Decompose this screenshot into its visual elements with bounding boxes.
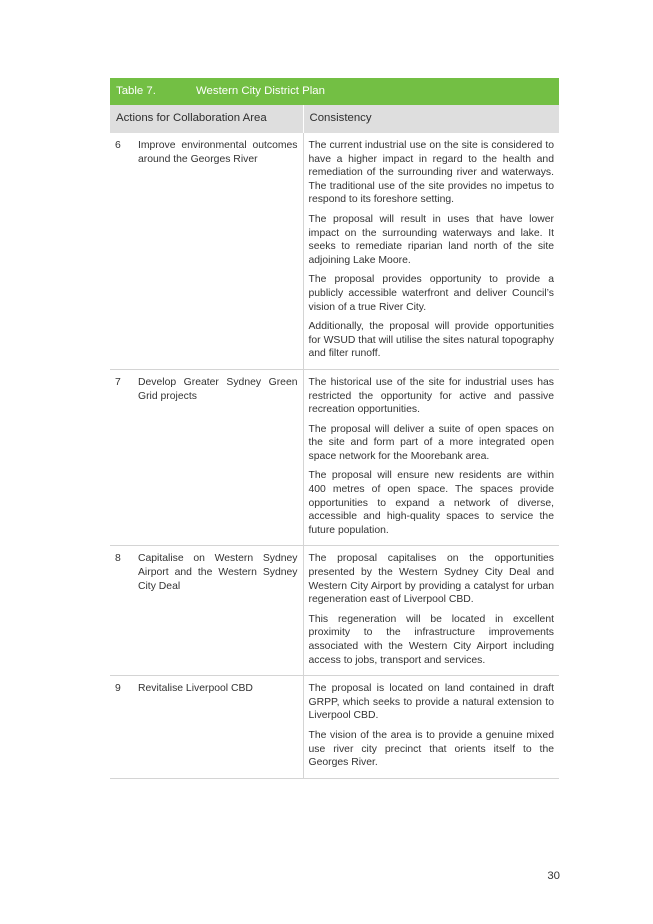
table-header-row: [110, 105, 559, 133]
western-city-district-plan-table: [110, 78, 559, 779]
row-consistency: [303, 133, 559, 369]
consistency-paragraph: The proposal will result in uses that have lower impact on the surrounding waterways and lake. It seeks to remediate riparian land north of the site adjoining Lake Moore.: [308, 213, 554, 266]
table-number: Table 7.: [116, 84, 156, 97]
page-number: 30: [547, 870, 560, 882]
table-title: Western City District Plan: [196, 84, 325, 97]
consistency-paragraph: The current industrial use on the site is considered to have a higher impact in regard to the health and remediation of the surrounding river and waterways. The traditional use of the site provides no impetus to respond to its foreshore setting.: [308, 140, 554, 206]
row-action: Capitalise on Western Sydney Airport and the Western Sydney City Deal: [133, 546, 303, 676]
consistency-paragraph: The historical use of the site for industrial uses has restricted the opportunity for active and passive recreation opportunities.: [308, 376, 554, 416]
row-number: 8: [110, 546, 133, 676]
table-row: [110, 369, 559, 546]
row-action: Develop Greater Sydney Green Grid projects: [133, 369, 303, 546]
row-number: 6: [110, 133, 133, 369]
table-caption: [110, 78, 559, 105]
row-action: Revitalise Liverpool CBD: [133, 676, 303, 779]
table-row: [110, 546, 559, 676]
consistency-paragraph: Additionally, the proposal will provide opportunities for WSUD that will utilise the sites natural topography and filter runoff.: [308, 321, 554, 360]
row-action: Improve environmental outcomes around the Georges River: [133, 133, 303, 369]
table-row: [110, 133, 559, 369]
row-number: 7: [110, 369, 133, 546]
row-number: 9: [110, 676, 133, 779]
consistency-paragraph: The proposal is located on land contained in draft GRPP, which seeks to provide a natural extension to Liverpool CBD.: [308, 683, 554, 722]
consistency-paragraph: The proposal capitalises on the opportunities presented by the Western Sydney City Deal and Western City Airport by providing a catalyst for urban regeneration east of Liverpool CBD.: [308, 553, 554, 606]
column-header-actions: Actions for Collaboration Area: [110, 105, 303, 133]
consistency-paragraph: The proposal provides opportunity to provide a publicly accessible waterfront and deliver Council’s vision of a true River City.: [308, 274, 554, 313]
row-consistency: [303, 369, 559, 546]
row-consistency: [303, 676, 559, 779]
column-header-consistency: Consistency: [303, 105, 559, 133]
table-title-row: [110, 78, 559, 105]
consistency-paragraph: The vision of the area is to provide a genuine mixed use river city precinct that orients itself to the Georges River.: [308, 729, 554, 769]
consistency-paragraph: The proposal will deliver a suite of open spaces on the site and form part of a more integrated open space network for the Moorebank area.: [308, 423, 554, 462]
consistency-paragraph: The proposal will ensure new residents are within 400 metres of open space. The spaces provide opportunities to expand a network of diverse, accessible and high-quality spaces to service the future population.: [308, 470, 554, 536]
row-consistency: [303, 546, 559, 676]
table-row: [110, 676, 559, 779]
consistency-paragraph: This regeneration will be located in excellent proximity to the infrastructure improvements associated with the Western City Airport including access to jobs, transport and services.: [308, 613, 554, 666]
